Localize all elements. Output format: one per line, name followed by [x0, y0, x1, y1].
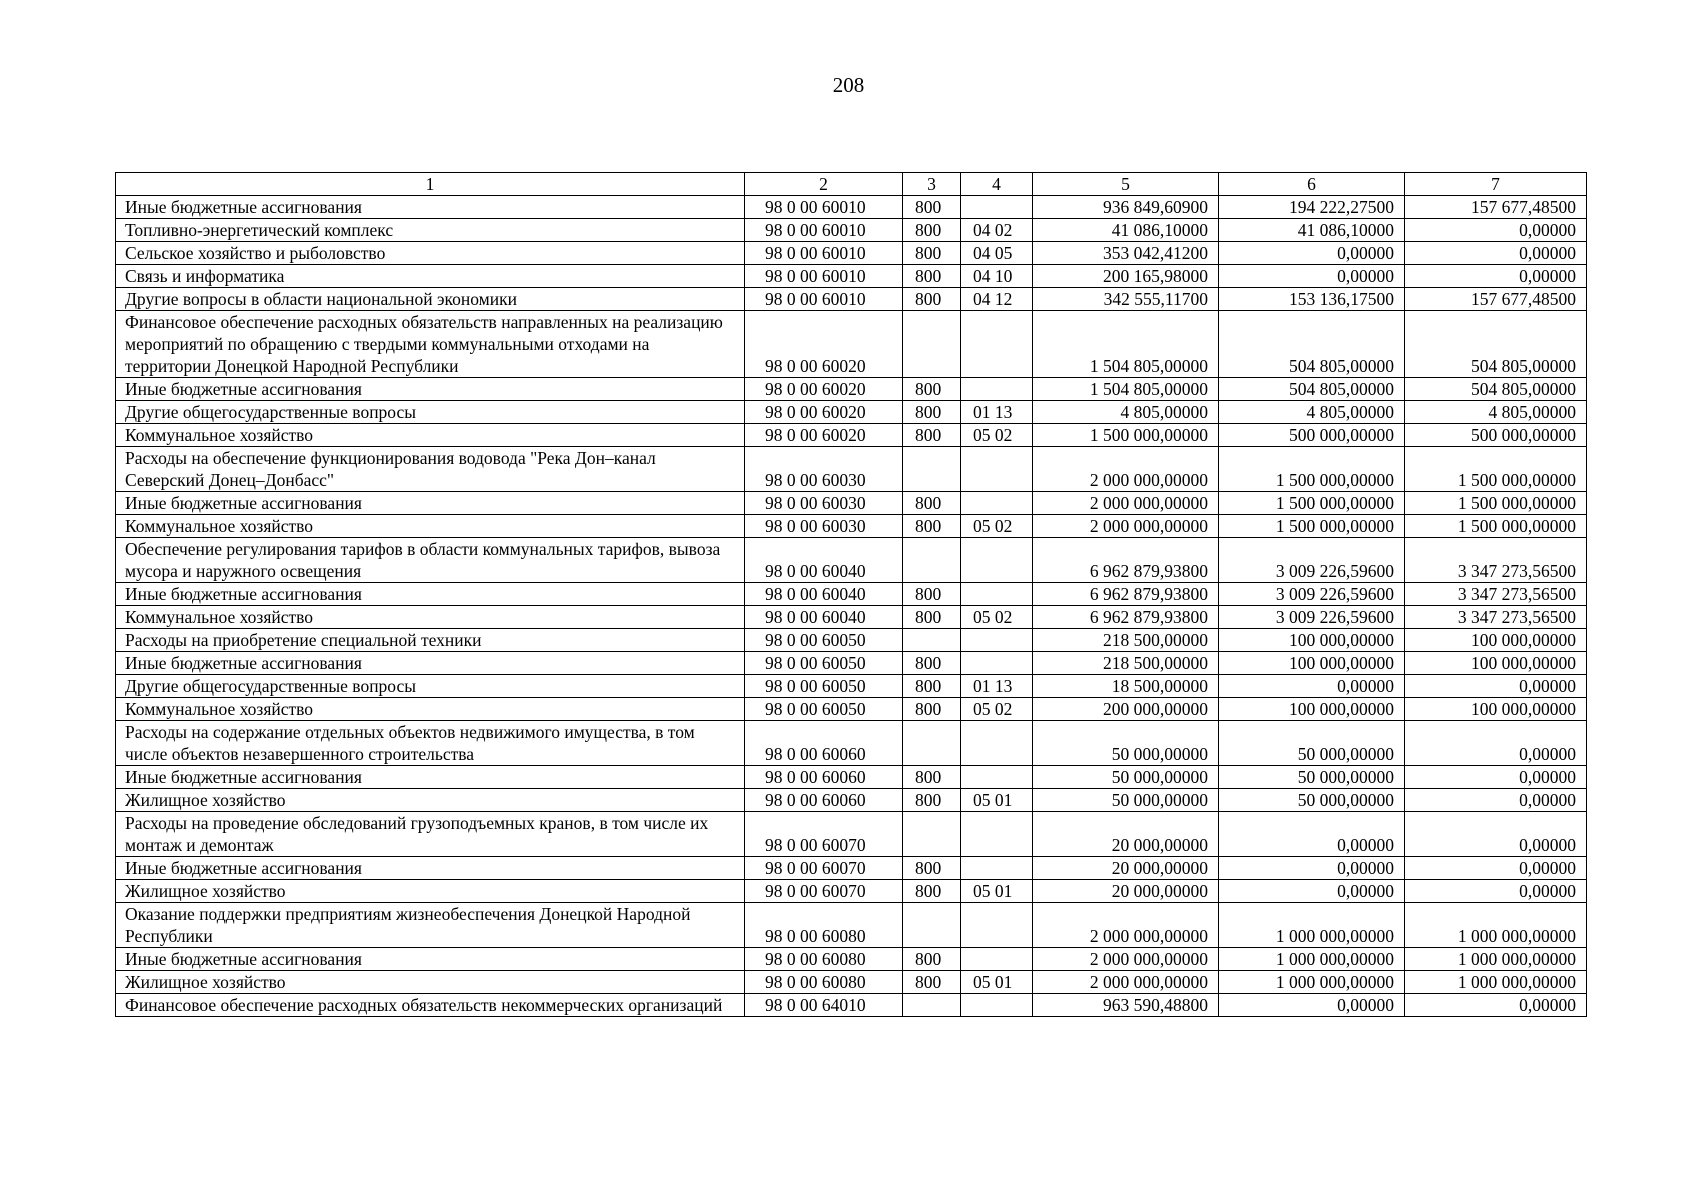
cell-amount-6: 50 000,00000: [1219, 721, 1405, 766]
cell-amount-6: 50 000,00000: [1219, 766, 1405, 789]
cell-amount-7: 504 805,00000: [1405, 378, 1587, 401]
cell-section: [961, 447, 1033, 492]
cell-name: Коммунальное хозяйство: [116, 515, 745, 538]
cell-expense-type: 800: [903, 766, 961, 789]
cell-expense-type: 800: [903, 652, 961, 675]
cell-amount-7: 100 000,00000: [1405, 629, 1587, 652]
cell-section: 05 02: [961, 606, 1033, 629]
cell-amount-5: 41 086,10000: [1033, 219, 1219, 242]
table-row: [116, 948, 1587, 971]
cell-amount-6: 0,00000: [1219, 880, 1405, 903]
cell-amount-5: 218 500,00000: [1033, 629, 1219, 652]
cell-amount-7: 3 347 273,56500: [1405, 538, 1587, 583]
cell-amount-7: 4 805,00000: [1405, 401, 1587, 424]
header-cell-1: 1: [116, 173, 745, 196]
cell-amount-6: 0,00000: [1219, 675, 1405, 698]
cell-amount-7: 0,00000: [1405, 857, 1587, 880]
table-row: [116, 288, 1587, 311]
cell-name: Коммунальное хозяйство: [116, 606, 745, 629]
cell-code: 98 0 00 60010: [745, 196, 903, 219]
cell-section: [961, 652, 1033, 675]
cell-amount-7: 0,00000: [1405, 265, 1587, 288]
cell-amount-5: 6 962 879,93800: [1033, 538, 1219, 583]
cell-amount-6: 504 805,00000: [1219, 311, 1405, 378]
table-row: [116, 994, 1587, 1017]
cell-amount-6: 3 009 226,59600: [1219, 538, 1405, 583]
cell-amount-5: 2 000 000,00000: [1033, 903, 1219, 948]
cell-amount-6: 4 805,00000: [1219, 401, 1405, 424]
table-row: [116, 219, 1587, 242]
cell-code: 98 0 00 60070: [745, 857, 903, 880]
cell-section: 05 01: [961, 880, 1033, 903]
table-row: [116, 971, 1587, 994]
cell-amount-7: 0,00000: [1405, 675, 1587, 698]
cell-amount-6: 0,00000: [1219, 242, 1405, 265]
cell-amount-6: 3 009 226,59600: [1219, 606, 1405, 629]
table-row: [116, 629, 1587, 652]
cell-section: [961, 994, 1033, 1017]
cell-amount-5: 1 500 000,00000: [1033, 424, 1219, 447]
cell-expense-type: 800: [903, 515, 961, 538]
cell-section: [961, 812, 1033, 857]
cell-section: [961, 583, 1033, 606]
table-row: [116, 492, 1587, 515]
cell-name: Расходы на обеспечение функционирования водовода "Река Дон–канал Северский Донец–Донбасс": [116, 447, 745, 492]
cell-amount-6: 504 805,00000: [1219, 378, 1405, 401]
cell-name: Иные бюджетные ассигнования: [116, 378, 745, 401]
cell-code: 98 0 00 60020: [745, 378, 903, 401]
cell-amount-7: 100 000,00000: [1405, 652, 1587, 675]
cell-amount-7: 100 000,00000: [1405, 698, 1587, 721]
cell-amount-7: 3 347 273,56500: [1405, 606, 1587, 629]
cell-name: Жилищное хозяйство: [116, 971, 745, 994]
cell-amount-5: 50 000,00000: [1033, 789, 1219, 812]
cell-amount-7: 157 677,48500: [1405, 288, 1587, 311]
cell-expense-type: 800: [903, 424, 961, 447]
cell-section: [961, 538, 1033, 583]
cell-amount-6: 0,00000: [1219, 812, 1405, 857]
cell-expense-type: 800: [903, 378, 961, 401]
cell-amount-7: 1 500 000,00000: [1405, 492, 1587, 515]
cell-expense-type: [903, 903, 961, 948]
table-row: [116, 424, 1587, 447]
cell-code: 98 0 00 60030: [745, 492, 903, 515]
cell-amount-5: 1 504 805,00000: [1033, 311, 1219, 378]
header-cell-6: 6: [1219, 173, 1405, 196]
cell-expense-type: [903, 311, 961, 378]
cell-expense-type: 800: [903, 288, 961, 311]
cell-code: 98 0 00 60020: [745, 424, 903, 447]
table-row: [116, 789, 1587, 812]
cell-amount-7: 504 805,00000: [1405, 311, 1587, 378]
cell-name: Иные бюджетные ассигнования: [116, 948, 745, 971]
cell-amount-6: 0,00000: [1219, 994, 1405, 1017]
header-cell-4: 4: [961, 173, 1033, 196]
cell-section: 05 01: [961, 789, 1033, 812]
cell-amount-5: 963 590,48800: [1033, 994, 1219, 1017]
table-row: [116, 903, 1587, 948]
cell-amount-7: 1 500 000,00000: [1405, 515, 1587, 538]
cell-amount-6: 3 009 226,59600: [1219, 583, 1405, 606]
table-row: [116, 698, 1587, 721]
cell-amount-6: 1 500 000,00000: [1219, 447, 1405, 492]
cell-expense-type: 800: [903, 492, 961, 515]
cell-amount-7: 0,00000: [1405, 812, 1587, 857]
cell-expense-type: 800: [903, 606, 961, 629]
cell-section: 01 13: [961, 675, 1033, 698]
cell-section: 04 12: [961, 288, 1033, 311]
cell-code: 98 0 00 60040: [745, 606, 903, 629]
cell-amount-5: 50 000,00000: [1033, 766, 1219, 789]
table-row: [116, 857, 1587, 880]
cell-code: 98 0 00 60020: [745, 311, 903, 378]
table-row: [116, 311, 1587, 378]
cell-amount-5: 20 000,00000: [1033, 857, 1219, 880]
table-row: [116, 378, 1587, 401]
header-cell-7: 7: [1405, 173, 1587, 196]
cell-amount-7: 1 000 000,00000: [1405, 971, 1587, 994]
cell-section: [961, 948, 1033, 971]
cell-name: Обеспечение регулирования тарифов в области коммунальных тарифов, вывоза мусора и наружного освещения: [116, 538, 745, 583]
cell-code: 98 0 00 60010: [745, 219, 903, 242]
cell-amount-6: 153 136,17500: [1219, 288, 1405, 311]
cell-code: 98 0 00 60050: [745, 675, 903, 698]
cell-name: Расходы на приобретение специальной техники: [116, 629, 745, 652]
cell-expense-type: 800: [903, 242, 961, 265]
cell-expense-type: 800: [903, 948, 961, 971]
cell-section: 05 02: [961, 698, 1033, 721]
header-row: [116, 173, 1587, 196]
cell-amount-5: 4 805,00000: [1033, 401, 1219, 424]
cell-name: Иные бюджетные ассигнования: [116, 583, 745, 606]
cell-amount-5: 2 000 000,00000: [1033, 447, 1219, 492]
cell-expense-type: 800: [903, 265, 961, 288]
cell-amount-7: 0,00000: [1405, 766, 1587, 789]
cell-expense-type: [903, 629, 961, 652]
cell-code: 98 0 00 60080: [745, 971, 903, 994]
cell-section: 05 02: [961, 515, 1033, 538]
cell-expense-type: [903, 721, 961, 766]
cell-amount-7: 0,00000: [1405, 219, 1587, 242]
header-cell-2: 2: [745, 173, 903, 196]
cell-code: 98 0 00 60050: [745, 698, 903, 721]
cell-amount-7: 3 347 273,56500: [1405, 583, 1587, 606]
cell-amount-7: 0,00000: [1405, 880, 1587, 903]
cell-name: Сельское хозяйство и рыболовство: [116, 242, 745, 265]
cell-name: Топливно-энергетический комплекс: [116, 219, 745, 242]
cell-name: Расходы на проведение обследований грузоподъемных кранов, в том числе их монтаж и демонтаж: [116, 812, 745, 857]
cell-code: 98 0 00 60030: [745, 515, 903, 538]
page-number: 208: [832, 73, 865, 97]
cell-code: 98 0 00 60070: [745, 880, 903, 903]
cell-name: Финансовое обеспечение расходных обязательств некоммерческих организаций: [116, 994, 745, 1017]
cell-amount-7: 0,00000: [1405, 721, 1587, 766]
cell-expense-type: [903, 994, 961, 1017]
cell-amount-7: 157 677,48500: [1405, 196, 1587, 219]
cell-name: Другие вопросы в области национальной экономики: [116, 288, 745, 311]
cell-section: 04 10: [961, 265, 1033, 288]
cell-amount-5: 18 500,00000: [1033, 675, 1219, 698]
cell-amount-5: 2 000 000,00000: [1033, 971, 1219, 994]
cell-expense-type: [903, 538, 961, 583]
cell-name: Иные бюджетные ассигнования: [116, 857, 745, 880]
cell-amount-7: 0,00000: [1405, 994, 1587, 1017]
cell-section: [961, 766, 1033, 789]
cell-amount-5: 1 504 805,00000: [1033, 378, 1219, 401]
cell-expense-type: [903, 812, 961, 857]
cell-code: 98 0 00 60070: [745, 812, 903, 857]
cell-name: Иные бюджетные ассигнования: [116, 196, 745, 219]
header-cell-3: 3: [903, 173, 961, 196]
cell-code: 98 0 00 60060: [745, 766, 903, 789]
cell-amount-5: 2 000 000,00000: [1033, 492, 1219, 515]
table-row: [116, 812, 1587, 857]
cell-amount-6: 50 000,00000: [1219, 789, 1405, 812]
cell-expense-type: 800: [903, 401, 961, 424]
cell-section: [961, 311, 1033, 378]
cell-name: Оказание поддержки предприятиям жизнеобеспечения Донецкой Народной Республики: [116, 903, 745, 948]
cell-amount-5: 2 000 000,00000: [1033, 515, 1219, 538]
cell-expense-type: 800: [903, 971, 961, 994]
cell-section: 04 05: [961, 242, 1033, 265]
cell-expense-type: 800: [903, 675, 961, 698]
cell-name: Иные бюджетные ассигнования: [116, 766, 745, 789]
cell-section: 04 02: [961, 219, 1033, 242]
table-row: [116, 196, 1587, 219]
budget-table: [115, 172, 1587, 1017]
cell-amount-6: 1 000 000,00000: [1219, 903, 1405, 948]
table-row: [116, 447, 1587, 492]
table-row: [116, 515, 1587, 538]
cell-code: 98 0 00 60050: [745, 652, 903, 675]
cell-name: Жилищное хозяйство: [116, 880, 745, 903]
cell-amount-7: 1 000 000,00000: [1405, 903, 1587, 948]
cell-section: [961, 378, 1033, 401]
cell-amount-6: 41 086,10000: [1219, 219, 1405, 242]
table-row: [116, 675, 1587, 698]
cell-name: Жилищное хозяйство: [116, 789, 745, 812]
cell-amount-5: 6 962 879,93800: [1033, 583, 1219, 606]
cell-code: 98 0 00 60080: [745, 948, 903, 971]
cell-amount-6: 0,00000: [1219, 265, 1405, 288]
cell-section: [961, 492, 1033, 515]
cell-name: Расходы на содержание отдельных объектов недвижимого имущества, в том числе объектов незавершенного строительства: [116, 721, 745, 766]
cell-expense-type: 800: [903, 857, 961, 880]
cell-name: Финансовое обеспечение расходных обязательств направленных на реализацию мероприятий по обращению с твердыми коммунальными отходами на территории Донецкой Народной Республики: [116, 311, 745, 378]
cell-code: 98 0 00 60080: [745, 903, 903, 948]
cell-section: [961, 629, 1033, 652]
cell-amount-5: 936 849,60900: [1033, 196, 1219, 219]
cell-code: 98 0 00 60060: [745, 721, 903, 766]
cell-code: 98 0 00 60060: [745, 789, 903, 812]
cell-expense-type: 800: [903, 196, 961, 219]
cell-amount-5: 50 000,00000: [1033, 721, 1219, 766]
cell-name: Связь и информатика: [116, 265, 745, 288]
table-row: [116, 538, 1587, 583]
cell-name: Коммунальное хозяйство: [116, 698, 745, 721]
cell-amount-6: 1 000 000,00000: [1219, 971, 1405, 994]
cell-code: 98 0 00 60020: [745, 401, 903, 424]
cell-section: 01 13: [961, 401, 1033, 424]
cell-code: 98 0 00 60040: [745, 538, 903, 583]
cell-amount-5: 200 000,00000: [1033, 698, 1219, 721]
table-row: [116, 265, 1587, 288]
cell-expense-type: 800: [903, 698, 961, 721]
cell-code: 98 0 00 60030: [745, 447, 903, 492]
cell-section: [961, 721, 1033, 766]
cell-section: [961, 196, 1033, 219]
cell-amount-7: 500 000,00000: [1405, 424, 1587, 447]
table-row: [116, 652, 1587, 675]
cell-name: Другие общегосударственные вопросы: [116, 401, 745, 424]
cell-name: Иные бюджетные ассигнования: [116, 652, 745, 675]
cell-amount-7: 0,00000: [1405, 242, 1587, 265]
cell-expense-type: 800: [903, 219, 961, 242]
table-row: [116, 880, 1587, 903]
cell-amount-5: 2 000 000,00000: [1033, 948, 1219, 971]
cell-expense-type: 800: [903, 789, 961, 812]
cell-amount-6: 0,00000: [1219, 857, 1405, 880]
table-row: [116, 242, 1587, 265]
cell-amount-7: 0,00000: [1405, 789, 1587, 812]
cell-expense-type: 800: [903, 880, 961, 903]
cell-expense-type: [903, 447, 961, 492]
table-row: [116, 583, 1587, 606]
cell-amount-5: 6 962 879,93800: [1033, 606, 1219, 629]
cell-expense-type: 800: [903, 583, 961, 606]
table-row: [116, 401, 1587, 424]
cell-amount-5: 20 000,00000: [1033, 812, 1219, 857]
cell-name: Коммунальное хозяйство: [116, 424, 745, 447]
cell-amount-6: 100 000,00000: [1219, 652, 1405, 675]
cell-code: 98 0 00 60050: [745, 629, 903, 652]
cell-amount-7: 1 500 000,00000: [1405, 447, 1587, 492]
cell-amount-6: 1 500 000,00000: [1219, 515, 1405, 538]
cell-amount-6: 100 000,00000: [1219, 629, 1405, 652]
cell-amount-6: 500 000,00000: [1219, 424, 1405, 447]
table-row: [116, 766, 1587, 789]
cell-section: 05 01: [961, 971, 1033, 994]
cell-code: 98 0 00 60010: [745, 242, 903, 265]
cell-name: Другие общегосударственные вопросы: [116, 675, 745, 698]
table-body: [116, 173, 1587, 1017]
cell-code: 98 0 00 64010: [745, 994, 903, 1017]
table-row: [116, 721, 1587, 766]
cell-amount-5: 353 042,41200: [1033, 242, 1219, 265]
cell-amount-5: 342 555,11700: [1033, 288, 1219, 311]
cell-section: 05 02: [961, 424, 1033, 447]
cell-section: [961, 857, 1033, 880]
table-row: [116, 606, 1587, 629]
cell-amount-6: 1 000 000,00000: [1219, 948, 1405, 971]
cell-code: 98 0 00 60040: [745, 583, 903, 606]
cell-amount-5: 200 165,98000: [1033, 265, 1219, 288]
cell-code: 98 0 00 60010: [745, 265, 903, 288]
cell-amount-7: 1 000 000,00000: [1405, 948, 1587, 971]
header-cell-5: 5: [1033, 173, 1219, 196]
cell-amount-6: 100 000,00000: [1219, 698, 1405, 721]
cell-amount-5: 218 500,00000: [1033, 652, 1219, 675]
cell-section: [961, 903, 1033, 948]
cell-name: Иные бюджетные ассигнования: [116, 492, 745, 515]
cell-amount-6: 1 500 000,00000: [1219, 492, 1405, 515]
cell-amount-6: 194 222,27500: [1219, 196, 1405, 219]
cell-code: 98 0 00 60010: [745, 288, 903, 311]
cell-amount-5: 20 000,00000: [1033, 880, 1219, 903]
